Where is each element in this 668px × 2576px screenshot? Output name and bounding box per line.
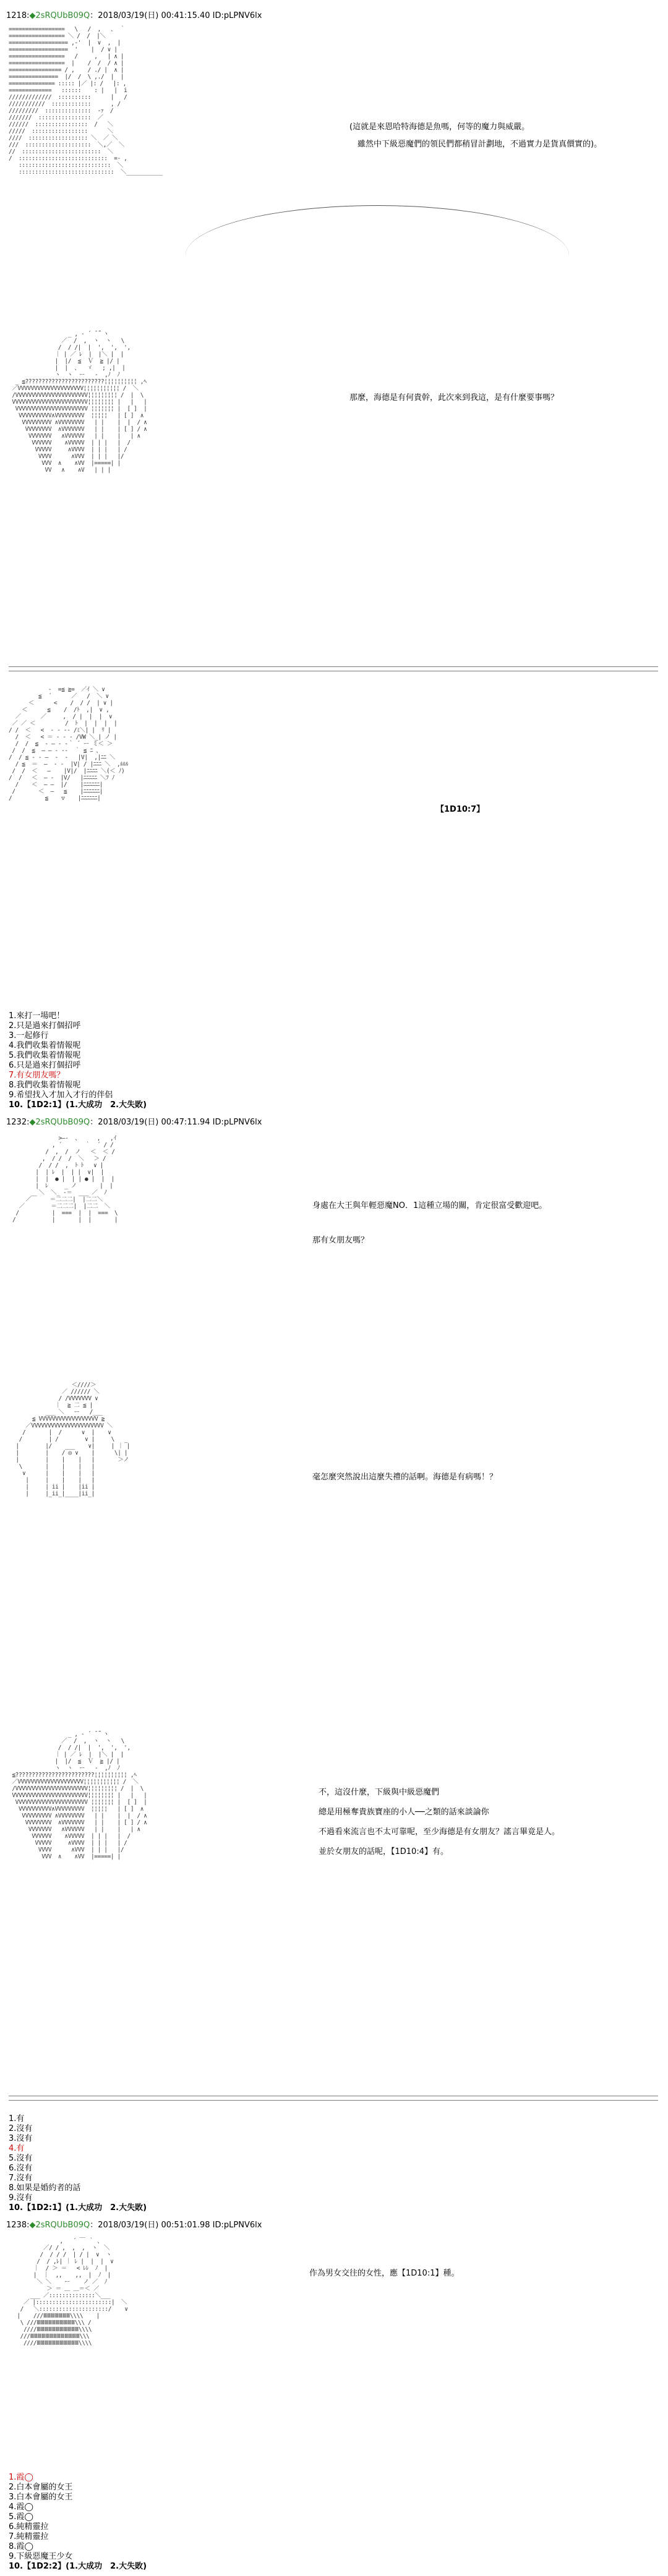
choice-item: 10.【1D2:2】(1.大成功 2.大失敗): [9, 2562, 147, 2571]
choice-list: [9, 1011, 147, 1110]
choice-item: 5.我們收集着情報呢: [9, 1051, 81, 1060]
speech-line: 那有女朋友嗎？: [312, 1236, 369, 1245]
ascii-art-panel: _ , ‐ ´ ̄ ̄｀ヽ ／ / , ヽ ヽ \ / / /| | ', ', ', ｜ | ／ ﾚ | |＼ | | | |/ ≦ Ｖ ≧ |/ | | | 、 ゞ ; ,| | ヽ ヽ ー ‐ ,ﾉ ﾉ _ ≦????????????????????????¦¦¦¦¦¦¦¦¦¦ ,ﾍ ／VVVVVVVVVVVVVVVVVVVV¦¦¦¦¦¦¦¦¦¦¦ / ＼ /VVVVVVVVVVVVVVVVVVVVVV¦¦¦¦¦¦¦¦¦ / | \ VVVVVVVVVVVVVVVVVVVVVVV¦¦¦¦¦¦¦¦ | | | VVVVVVVVVVVVVVVVVVVVVV ¦¦¦¦¦¦¦ | [ ] | VVVVVVVVVV∧VVVVVVVVV ¦¦¦¦¦ | [ ] ∧ VVVVVVVVV ∧VVVVVVVV | | | | / ∧ VVVVVVVV ∧VVVVVVV | | | [ ] / ∧ VVVVVVV ∧VVVVVV | | | | ∧ VVVVVV ∧VVVVV | | | | / VVVVV ∧VVVV | | | | / VVVV ∧VVV | | | |/ VVV ∧ ∧VV |=====| | VV ∧ ∧V | | |: [12, 331, 147, 474]
choice-item: 6.只是過來打個招呼: [9, 1061, 81, 1070]
choice-item: 6.沒有: [9, 2164, 33, 2173]
choice-item: 7.純精靈拉: [9, 2532, 49, 2541]
speech-line: 不過看來流言也不太可靠呢，至少海德是有女朋友？謠言畢竟是人。: [319, 1827, 560, 1837]
choice-item: 2.白本會屬的女王: [9, 2483, 73, 2492]
post-number: 1238: [6, 2221, 27, 2230]
choice-item-selected: 1.霞◯: [9, 2473, 33, 2482]
ascii-art-panel: >―- 、 , ,ｲ , ´ ｀ ´ / / / , / ノ ＜ ＜ / , / / / ＼ ＞ / / / / , ﾄ ﾄ ∨ | | | ﾚ | | | ∨| | | | ● | | | ● | | | | ﾚ _ ノ | | ＼ ＼_ ‐＝ ___ ／ ﾉ ／￣ ＝二二二| |二二＼ ／ ＝二二二| |二二 ＼ / | === | | === \ / | | | |: [12, 1135, 118, 1223]
choice-item: 1.有: [9, 2114, 25, 2123]
choice-item: 8.霞◯: [9, 2542, 33, 2551]
speech-line: (這就是來恩哈特海德是魚嗎，何等的魔力與威嚴。: [349, 122, 530, 132]
post-trip[interactable]: ◆2sRQUbB09Q: [29, 1118, 90, 1127]
choice-item: 2.只是過來打個招呼: [9, 1021, 81, 1031]
choice-item: 9.希望找入才加入才行的伴侶: [9, 1090, 113, 1100]
speech-line: 那麼，海德是有何貴幹，此次來到我這，是有什麼要事嗎？: [349, 393, 559, 402]
choice-item: 10.【1D2:1】(1.大成功 2.大失敗): [9, 2203, 147, 2213]
post-meta: ：2018/03/19(日) 00:47:11.94 ID:pLPNV6lx: [90, 1118, 262, 1127]
post-number: 1218: [6, 11, 27, 20]
dice-result: 【1D10:7】: [436, 805, 485, 814]
ascii-art-panel: - =≦ ≧= ／ｲ ＼ ∨ ≦ ´ ／ / ＼ ∨ ＜ < / / / | ∨ | ＜ ≦ / /ﾄ ,| ∨ , ／ ／ , / | | | ∨ ／ ／ ＜ / ﾄ | | | | / / ＜ < - - -- /ﾐ＼| | ﾘ | / ＜ < ＝ - - - /VW ＼_| ノ | / / ≦ - ― ‐ -｀ ´ ー ミ＜ ＞ / / ≦ ― ― ‐ ‐- ｀ ≦ ﾆ 、 / / ≦ ‐ - ― - ‐ |V| ,|ﾆﾆ ＼ / ≦ ＝ ― ‐ - |V| / |ﾆﾆﾆ ＼ ,ﾙﾙﾙ / / ＜ ― |V|/ |ﾆﾆﾆﾆ ＼(＜ ﾉ) / / ＜ ― - |V/ |ﾆﾆﾆﾆﾆ ＼ﾌ ﾉ / ＜ ― ― |/ |ﾆﾆﾆﾆﾆﾆ| / ＜ ― ≦ |ﾆﾆﾆﾆﾆﾆ| / ≦ ▽ |ﾆﾆﾆﾆﾆﾆ|: [9, 686, 129, 802]
speech-line: 並於女朋友的話呢，【1D10:4】有。: [319, 1847, 448, 1856]
choice-list: [9, 2114, 147, 2213]
post-header: 1218:◆2sRQUbB09Q：2018/03/19(日) 00:41:15.40 ID:pLPNV6lx: [6, 11, 262, 20]
choice-item: 2.沒有: [9, 2124, 33, 2133]
ascii-art-panel: , ´ ￣ ｀ 、 ／/ / , , , ヽ ＼ / / / / | / | ∨ ヽ / / ,ﾚ| ｜ ﾚ | | | ∨ ｜ / ＞ ＝ < ﾚﾚ ﾉ | | ｜ ,, ,, | ﾉ | ＼ ＼ ー ノ ／ ﾉ ＞ ＝ ＿ ＿＝＜ ／ ___ ／::::::::::::::＼___ ／ |:::::::::::::::::::::::| ＼ / ＼:::::::::::::::::::::/ ∨ | ///ⅢⅢⅢⅢⅢⅢⅢ\\\\ | \ ///ⅢⅢⅢⅢⅢⅢⅢⅢⅢⅢ\\\ / ////ⅢⅢⅢⅢⅢⅢⅢⅢⅢⅢⅢ\\\\ ///ⅢⅢⅢⅢⅢⅢⅢⅢⅢⅢⅢⅢⅢ\\\ ////ⅢⅢⅢⅢⅢⅢⅢⅢⅢⅢⅢ\\\\: [17, 2238, 128, 2347]
speech-line: 毫怎麼突然說出這麼失禮的話啊。海德是有病嗎！？: [312, 1473, 498, 1482]
choice-item: 6.純精靈拉: [9, 2522, 49, 2531]
choice-list: [9, 2473, 147, 2572]
post-meta: ：2018/03/19(日) 00:51:01.98 ID:pLPNV6lx: [90, 2221, 262, 2230]
ascii-art-panel: ================= \ / , 、 ｀ ================= ＼ / / |＼ ================== ,-' | ∨ , | ================== ' | / ∨ | ================= / , | ∧ | ================= | / / / ∧ | ================ / , / ./ | ∧ | =============== |/ / \ ,./ | | ============== ::::: |／ |: / |: , ============= :::::: : | | i ///////////// :::::::::: | / /////////// :::::::::::: , / ///////// :::::::::::::: -ｧ / /////// :::::::::::::::: ／ ////// :::::::::::::::: / ＼ ///// ::::::::::::::::: ＼ //// :::::::::::::::::: ＼ ／ ＼ /// :::::::::::::::::::: ＼,／ ＼ // :::::::::::::::::::::::: ＼ / ::::::::::::::::::::::::::: =- , :::::::::::::::::::::::::::: ＼ ::::::::::::::::::::::::::::: ＼___________: [9, 26, 163, 176]
post-header: 1232:◆2sRQUbB09Q：2018/03/19(日) 00:47:11.94 ID:pLPNV6lx: [6, 1118, 262, 1127]
choice-item: 3.沒有: [9, 2134, 33, 2143]
choice-item: 10.【1D2:1】(1.大成功 2.大失敗): [9, 1100, 147, 1110]
choice-item: 9.下級惡魔王少女: [9, 2552, 73, 2561]
choice-item: 5.霞◯: [9, 2512, 33, 2522]
speech-line: 雖然中下級惡魔們的領民們都稍冒計劃地，不過實力是貨真價實的)。: [349, 140, 602, 149]
separator-line: [9, 666, 658, 671]
choice-item: 5.沒有: [9, 2154, 33, 2163]
choice-item: 3.白本會屬的女王: [9, 2493, 73, 2502]
choice-item-selected: 4.有: [9, 2144, 25, 2153]
separator-line: [9, 2096, 658, 2101]
post-trip[interactable]: ◆2sRQUbB09Q: [29, 2221, 90, 2230]
choice-item: 1.來打一場吧！: [9, 1011, 65, 1021]
speech-line: 身處在大王與年輕惡魔NO．1這種立場的關，肯定很富受歡迎吧。: [312, 1201, 547, 1210]
choice-item: 8.我們收集着情報呢: [9, 1081, 81, 1090]
speech-line: 不，這沒什麼，下級與中級惡魔們: [319, 1788, 440, 1797]
choice-item: 8.如果是婚約者的話: [9, 2183, 81, 2193]
choice-item: 4.霞◯: [9, 2502, 33, 2512]
post-trip[interactable]: ◆2sRQUbB09Q: [29, 11, 90, 20]
choice-item: 9.沒有: [9, 2193, 33, 2203]
post-meta: ：2018/03/19(日) 00:41:15.40 ID:pLPNV6lx: [90, 11, 262, 20]
choice-item: 7.沒有: [9, 2174, 33, 2183]
speech-line: 作為男女交往的女性，應【1D10:1】種。: [309, 2269, 460, 2278]
ascii-art-panel: ＜////＞ ／ ////// ＼ / /VVVVVVV ∨ ｜ ≧ 二 ≦ | ___ ＼ ー /___ ≦ VVVVVVVVVVVVVVVVVV ≧ ／VVVVVVVVVVVVVVVVVVVVVV ＼ / | / ∨ | ∨ / | / ∨ | \ _ | |/ ___ ∨| | ｜ | | | / ◎ ∨ | \| | | | | | | ＞ノ \ | | | | ∨ | | | | | | | | | | | ii | |ii | | |_ii_|____|ii_|: [15, 1382, 130, 1497]
ascii-art-panel: _ , ‐ ´ ̄ ̄｀ヽ ／ / , ヽ ヽ \ / / /| | ', ', ', ｜ | ／ ﾚ | |＼ | | | |/ ≦ Ｖ ≧ |/ | ヽ ヽ ー ‐ ,ﾉ ﾉ ≦????????????????????????¦¦¦¦¦¦¦¦¦¦ ,ﾍ ／VVVVVVVVVVVVVVVVVVVV¦¦¦¦¦¦¦¦¦¦¦ / ＼ /VVVVVVVVVVVVVVVVVVVVVV¦¦¦¦¦¦¦¦¦ / | \ VVVVVVVVVVVVVVVVVVVVVVV¦¦¦¦¦¦¦¦ | | | VVVVVVVVVVVVVVVVVVVVVV ¦¦¦¦¦¦¦ | [ ] | VVVVVVVVVV∧VVVVVVVVV ¦¦¦¦¦ | [ ] ∧ VVVVVVVVV ∧VVVVVVVV | | | | / ∧ VVVVVVVV ∧VVVVVVV | | | [ ] / ∧ VVVVVVV ∧VVVVVV | | | | ∧ VVVVVV ∧VVVVV | | | | / VVVVV ∧VVVV | | | | / VVVV ∧VVV | | | |/ VVV ∧ ∧VV |=====| |: [12, 1731, 147, 1860]
post-header: 1238:◆2sRQUbB09Q：2018/03/19(日) 00:51:01.98 ID:pLPNV6lx: [6, 2221, 262, 2230]
choice-item: 4.我們收集着情報呢: [9, 1041, 81, 1050]
speech-line: 總是用極奪貴族寶座的小人──之類的話來談論你: [319, 1808, 489, 1817]
choice-item-selected: 7.有女朋友嗎？: [9, 1071, 65, 1080]
post-number: 1232: [6, 1118, 27, 1127]
arc-decoration: [186, 205, 569, 255]
choice-item: 3.一起修行: [9, 1031, 49, 1040]
